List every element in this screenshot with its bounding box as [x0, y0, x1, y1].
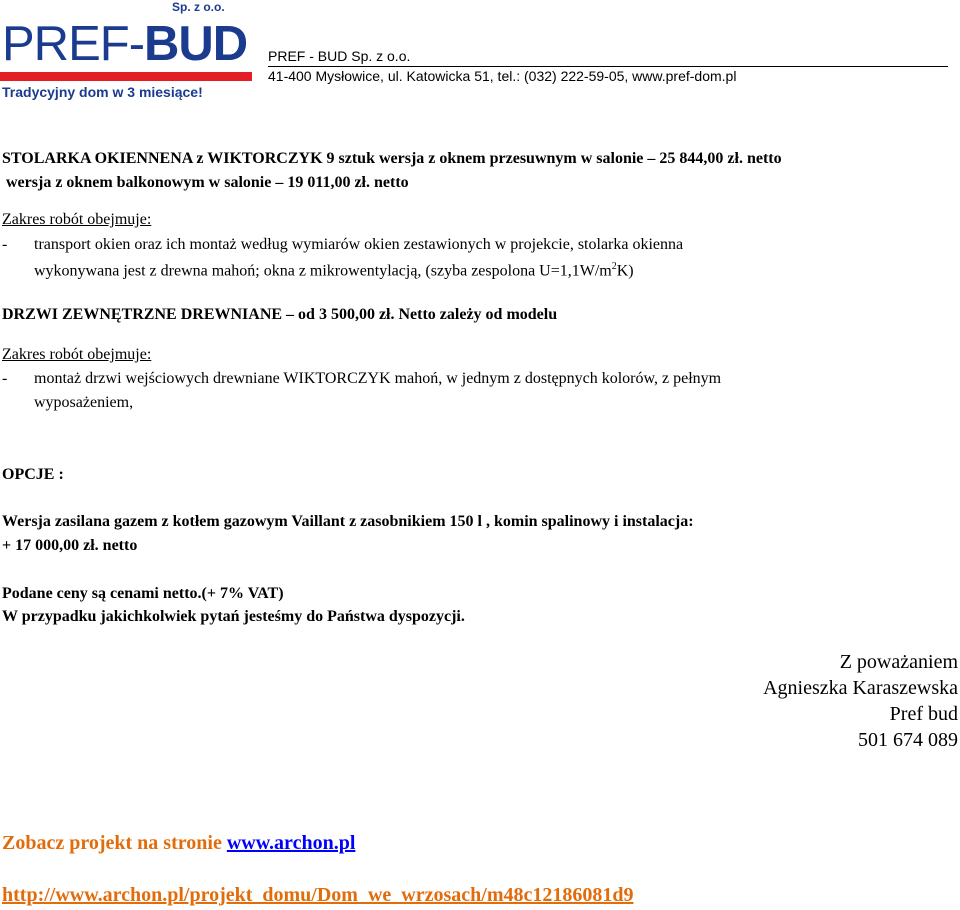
company-address: 41-400 Mysłowice, ul. Katowicka 51, tel.: (032) 222-59-05, www.pref-dom.pl — [268, 68, 737, 84]
signature-company: Pref bud — [889, 703, 958, 725]
company-logo — [0, 0, 258, 102]
windows-item-sup: 2 — [611, 261, 617, 272]
doors-item-line-1: montaż drzwi wejściowych drewniane WIKTORCZYK mahoń, w jednym z dostępnych kolorów, z pełnym — [34, 370, 722, 387]
doors-item-dash: - — [2, 370, 8, 387]
archon-site-link[interactable]: www.archon.pl — [226, 832, 356, 854]
options-line-1: Wersja zasilana gazem z kotłem gazowym Vaillant z zasobnikiem 150 l , komin spalinowy i instalacja: — [2, 513, 694, 530]
doors-scope-heading: Zakres robót obejmuje: — [2, 346, 152, 363]
windows-price-line-1: STOLARKA OKIENNENA z WIKTORCZYK 9 sztuk wersja z oknem przesuwnym w salonie – 25 844,00 zł. netto — [2, 150, 782, 167]
windows-price-line-2: wersja z oknem balkonowym w salonie – 19 011,00 zł. netto — [6, 174, 409, 191]
windows-item-dash: - — [2, 236, 8, 253]
logo-tagline: Tradycyjny dom w 3 miesiące! — [2, 84, 203, 100]
logo-brand-bud: BUD — [144, 17, 248, 71]
doors-item-line-2: wyposażeniem, — [34, 394, 134, 411]
options-heading: OPCJE : — [2, 466, 64, 483]
logo-red-bar — [0, 72, 252, 81]
header-rule — [268, 66, 948, 67]
windows-item-line-2a: wykonywana jest z drewna mahoń; okna z mikrowentylacją, (szyba zespolona U=1,1W/m — [34, 262, 612, 280]
notes-line-2: W przypadku jakichkolwiek pytań jesteśmy do Państwa dyspozycji. — [2, 608, 465, 625]
project-url-link[interactable]: http://www.archon.pl/projekt_domu/Dom_we_wrzosach/m48c12186081d9 — [2, 884, 634, 906]
logo-brand — [2, 17, 248, 71]
company-name: PREF - BUD Sp. z o.o. — [268, 48, 411, 64]
logo-sp-zoo: Sp. z o.o. — [172, 0, 225, 14]
logo-brand-pref: PREF — [2, 17, 129, 71]
see-project-text: Zobacz projekt na stronie — [2, 832, 227, 854]
windows-scope-heading: Zakres robót obejmuje: — [2, 211, 152, 228]
signature-greeting: Z poważaniem — [839, 651, 958, 673]
signature-name: Agnieszka Karaszewska — [763, 677, 958, 699]
notes-line-1: Podane ceny są cenami netto.(+ 7% VAT) — [2, 585, 284, 602]
options-line-2: + 17 000,00 zł. netto — [2, 537, 138, 554]
signature-phone: 501 674 089 — [858, 729, 958, 751]
windows-item-line-2 — [34, 261, 634, 280]
logo-brand-dash: - — [128, 17, 145, 71]
windows-item-line-1: transport okien oraz ich montaż według wymiarów okien zestawionych w projekcie, stolarka okienna — [34, 236, 684, 253]
see-project-line — [2, 832, 355, 855]
windows-item-line-2b: K) — [616, 262, 634, 280]
doors-heading: DRZWI ZEWNĘTRZNE DREWNIANE – od 3 500,00 zł. Netto zależy od modelu — [2, 306, 558, 323]
